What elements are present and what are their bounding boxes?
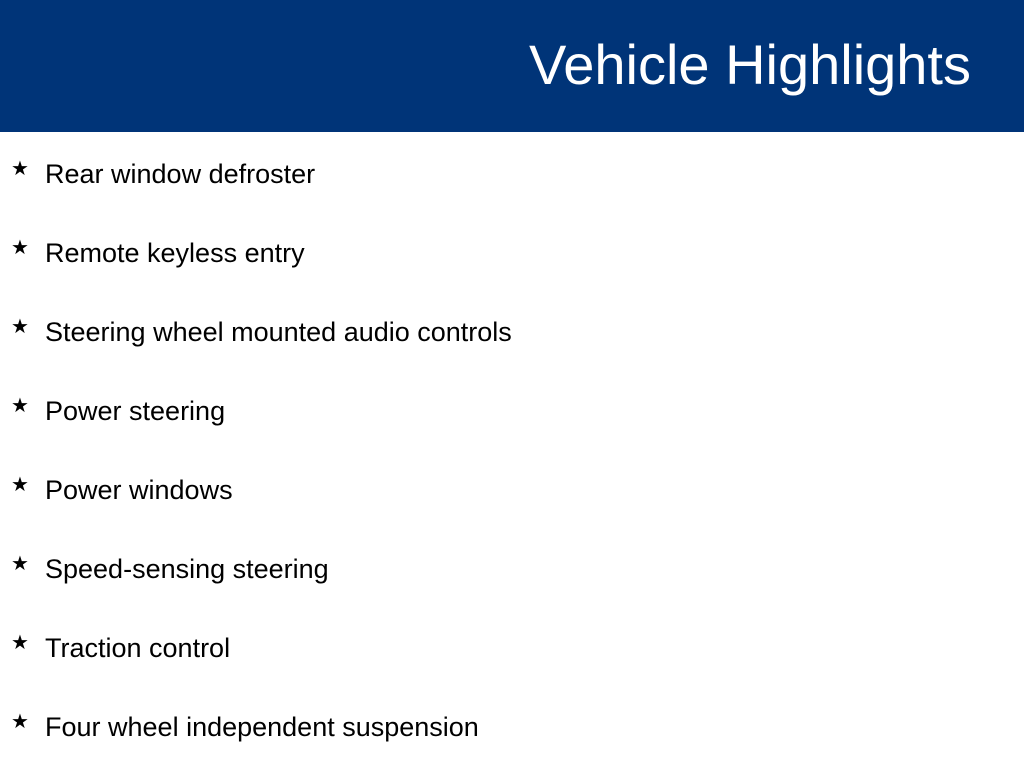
list-item-label: Rear window defroster [45, 159, 316, 189]
list-item-label: Steering wheel mounted audio controls [45, 317, 512, 347]
list-item [0, 150, 1024, 190]
star-bullet-icon: ★ [11, 472, 29, 496]
list-item-label: Speed-sensing steering [45, 554, 329, 584]
list-item-label: Four wheel independent suspension [45, 712, 479, 742]
list-item [0, 703, 1024, 743]
star-bullet-icon: ★ [11, 551, 29, 575]
list-item [0, 229, 1024, 269]
header-banner [0, 0, 1024, 132]
list-item-label: Power windows [45, 475, 233, 505]
list-item-label: Power steering [45, 396, 226, 426]
star-bullet-icon: ★ [11, 235, 29, 259]
list-item [0, 545, 1024, 585]
star-bullet-icon: ★ [11, 709, 29, 733]
star-bullet-icon: ★ [11, 630, 29, 654]
page-title: Vehicle Highlights [528, 33, 971, 96]
star-bullet-icon: ★ [11, 393, 29, 417]
star-bullet-icon: ★ [11, 156, 29, 180]
star-bullet-icon: ★ [11, 314, 29, 338]
list-item [0, 308, 1024, 348]
list-item [0, 387, 1024, 427]
list-item-label: Traction control [45, 633, 231, 663]
list-item [0, 624, 1024, 664]
list-item-label: Remote keyless entry [45, 238, 305, 268]
list-item [0, 466, 1024, 506]
